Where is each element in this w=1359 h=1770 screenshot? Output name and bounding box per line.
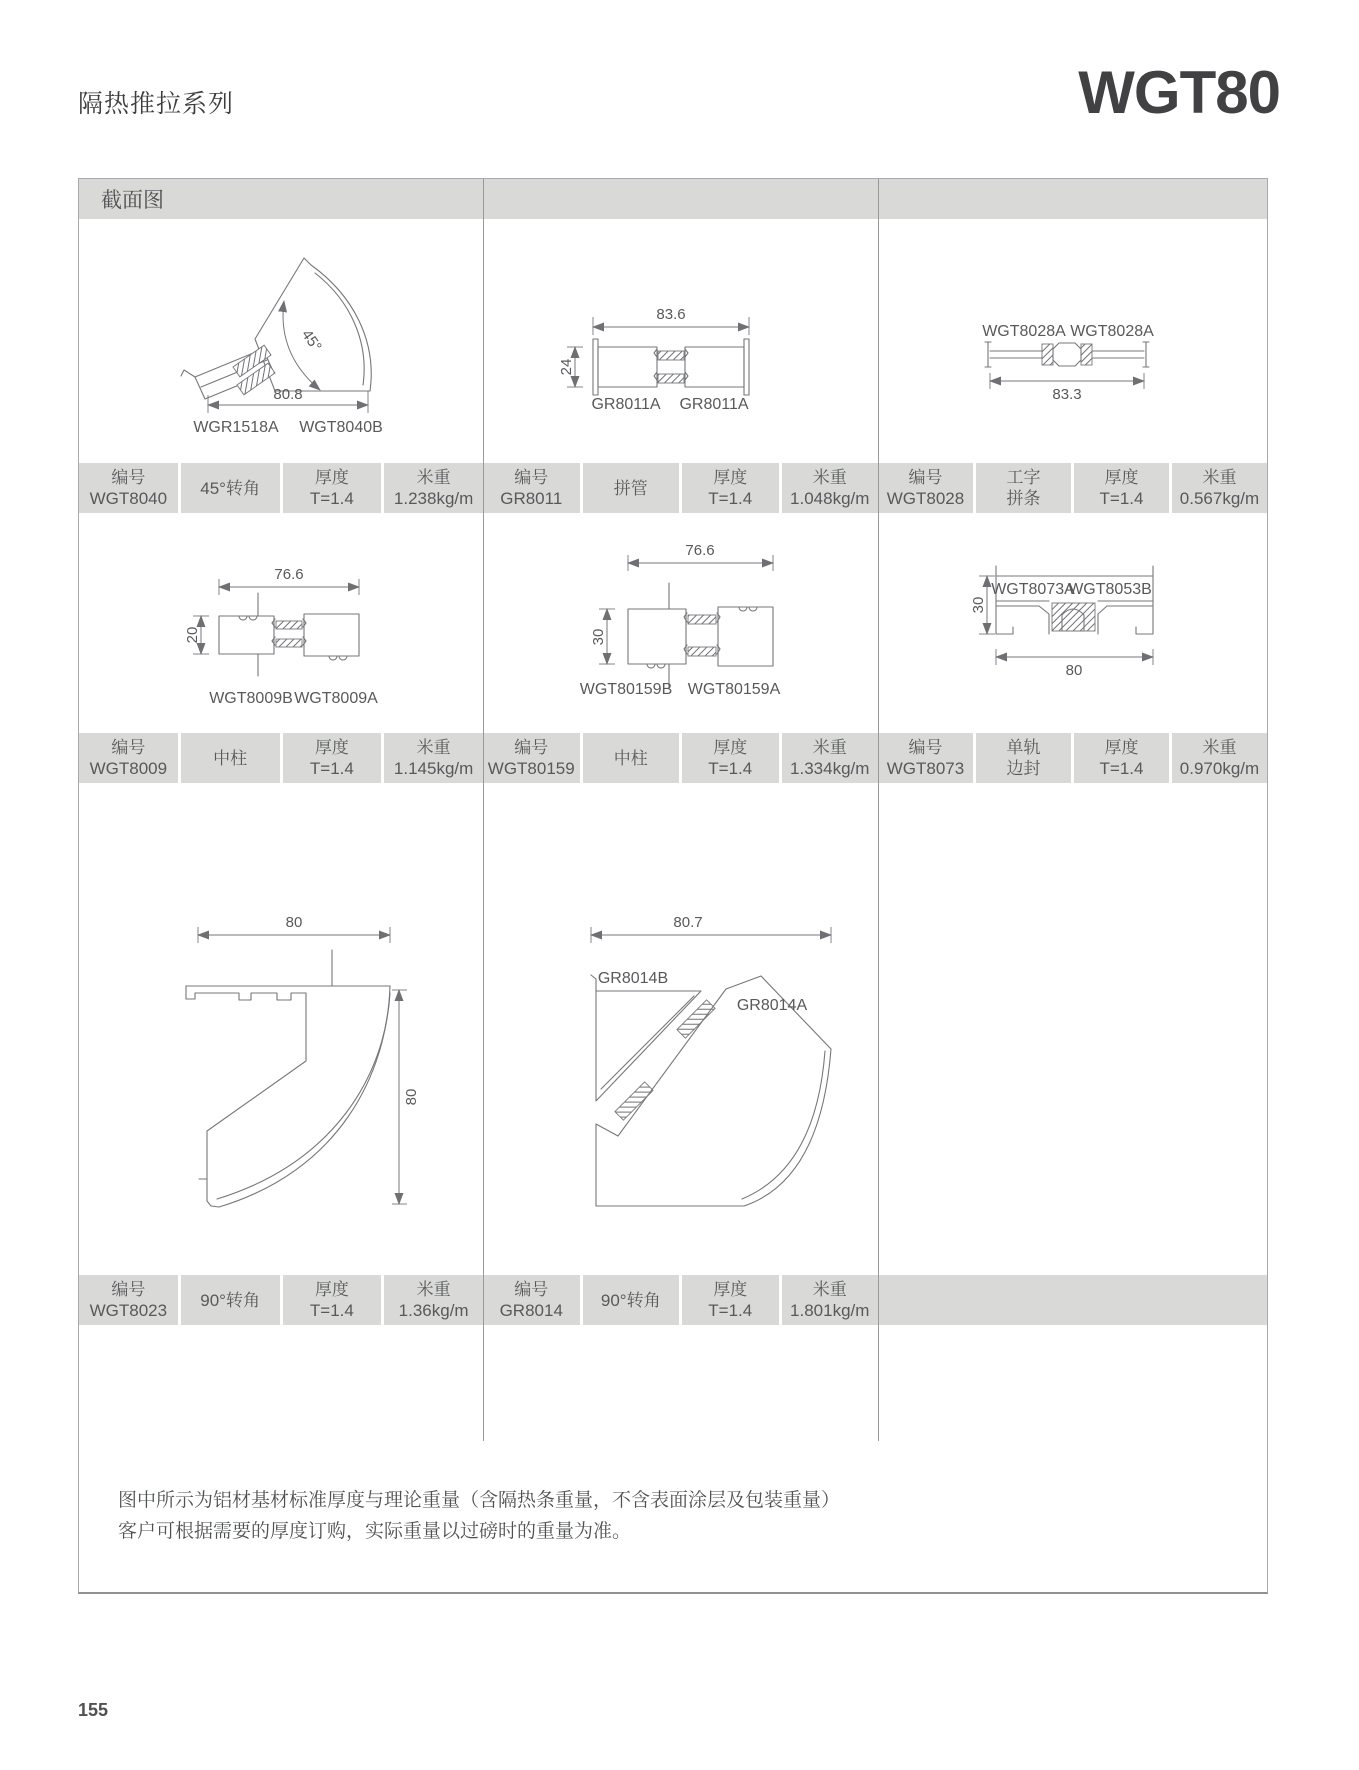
thickness-cell: 厚度 T=1.4 <box>682 463 779 513</box>
thickness-cell: 厚度 T=1.4 <box>682 1275 779 1325</box>
weight-cell: 米重 1.048kg/m <box>782 463 879 513</box>
section-table <box>78 178 1268 1594</box>
part-label: WGT8053B <box>1068 581 1152 598</box>
width-dim: 80.7 <box>673 914 703 931</box>
part-label: WGT8028A <box>982 323 1066 340</box>
type-cell: 90°转角 <box>583 1275 680 1325</box>
type-cell: 中柱 <box>583 733 680 783</box>
weight-cell: 米重 0.970kg/m <box>1172 733 1267 783</box>
width-dim: 80.8 <box>273 386 303 403</box>
part-label: GR8011A <box>679 396 749 413</box>
footnote <box>118 1485 840 1547</box>
type-cell: 拼管 <box>583 463 680 513</box>
code-cell: 编号 WGT8040 <box>79 463 178 513</box>
width-dim: 80 <box>285 914 303 931</box>
height-dim: 24 <box>558 358 575 376</box>
info-band-row3 <box>79 1275 1267 1325</box>
weight-cell: 米重 1.145kg/m <box>384 733 483 783</box>
diagram-wgt8073 <box>899 479 1239 679</box>
height-dim: 80 <box>403 1088 420 1106</box>
part-label: WGT80159A <box>687 681 781 698</box>
diagram-wgt8040 <box>139 229 439 449</box>
diagram-gr8014 <box>574 879 874 1219</box>
type-cell: 90°转角 <box>181 1275 280 1325</box>
width-dim: 83.3 <box>1052 386 1082 403</box>
width-dim: 83.6 <box>656 306 686 323</box>
weight-cell: 米重 1.238kg/m <box>384 463 483 513</box>
model-title: WGT80 <box>1078 59 1280 126</box>
thickness-cell: 厚度 T=1.4 <box>283 1275 382 1325</box>
thickness-cell: 厚度 T=1.4 <box>682 733 779 783</box>
footnote-line1: 图中所示为铝材基材标准厚度与理论重量（含隔热条重量，不含表面涂层及包装重量） <box>118 1490 841 1511</box>
weight-cell: 米重 0.567kg/m <box>1172 463 1267 513</box>
part-label: WGT8028A <box>1070 323 1154 340</box>
code-cell: 编号 WGT80159 <box>483 733 580 783</box>
type-cell: 工字 拼条 <box>976 463 1071 513</box>
weight-cell: 米重 1.801kg/m <box>782 1275 879 1325</box>
part-label: WGT8073A <box>991 581 1075 598</box>
part-label: WGT8009B <box>209 690 293 707</box>
part-label: WGT80159B <box>579 681 673 698</box>
part-label: WGT8040B <box>299 419 383 436</box>
height-dim: 30 <box>590 628 607 646</box>
part-label: GR8011A <box>591 396 661 413</box>
code-cell: 编号 GR8011 <box>483 463 580 513</box>
page-number: 155 <box>78 1700 109 1720</box>
weight-cell: 米重 1.334kg/m <box>782 733 879 783</box>
info-band-row2 <box>79 733 1267 783</box>
column-divider <box>878 179 879 1441</box>
type-cell: 单轨 边封 <box>976 733 1071 783</box>
part-label: WGT8009A <box>294 690 378 707</box>
code-cell: 编号 WGT8028 <box>878 463 973 513</box>
code-cell: 编号 WGT8023 <box>79 1275 178 1325</box>
part-label: GR8014B <box>597 970 669 987</box>
height-dim: 20 <box>184 626 201 644</box>
width-dim: 80 <box>1065 662 1083 679</box>
code-cell: 编号 GR8014 <box>483 1275 580 1325</box>
code-cell: 编号 WGT8073 <box>878 733 973 783</box>
thickness-cell: 厚度 T=1.4 <box>283 733 382 783</box>
diagram-wgt8023 <box>181 879 511 1219</box>
diagram-gr8011 <box>519 259 799 414</box>
width-dim: 76.6 <box>274 566 304 583</box>
diagram-wgt8028 <box>909 279 1189 404</box>
type-cell: 中柱 <box>181 733 280 783</box>
angle-label: 45° <box>297 326 325 355</box>
part-label: WGR1518A <box>193 419 279 436</box>
height-dim: 30 <box>970 596 987 614</box>
section-header: 截面图 <box>101 189 164 212</box>
column-divider <box>483 179 484 1441</box>
type-cell: 45°转角 <box>181 463 280 513</box>
thickness-cell: 厚度 T=1.4 <box>1074 733 1169 783</box>
diagram-wgt80159 <box>519 509 819 729</box>
diagram-wgt8009 <box>179 527 479 727</box>
code-cell: 编号 WGT8009 <box>79 733 178 783</box>
part-label: GR8014A <box>736 997 808 1014</box>
table-header-band <box>79 179 1267 219</box>
width-dim: 76.6 <box>685 542 715 559</box>
thickness-cell: 厚度 T=1.4 <box>1074 463 1169 513</box>
footnote-line2: 客户可根据需要的厚度订购，实际重量以过磅时的重量为准。 <box>118 1521 632 1542</box>
weight-cell: 米重 1.36kg/m <box>384 1275 483 1325</box>
series-title: 隔热推拉系列 <box>78 90 235 118</box>
thickness-cell: 厚度 T=1.4 <box>283 463 382 513</box>
empty-cell <box>878 1275 1267 1325</box>
